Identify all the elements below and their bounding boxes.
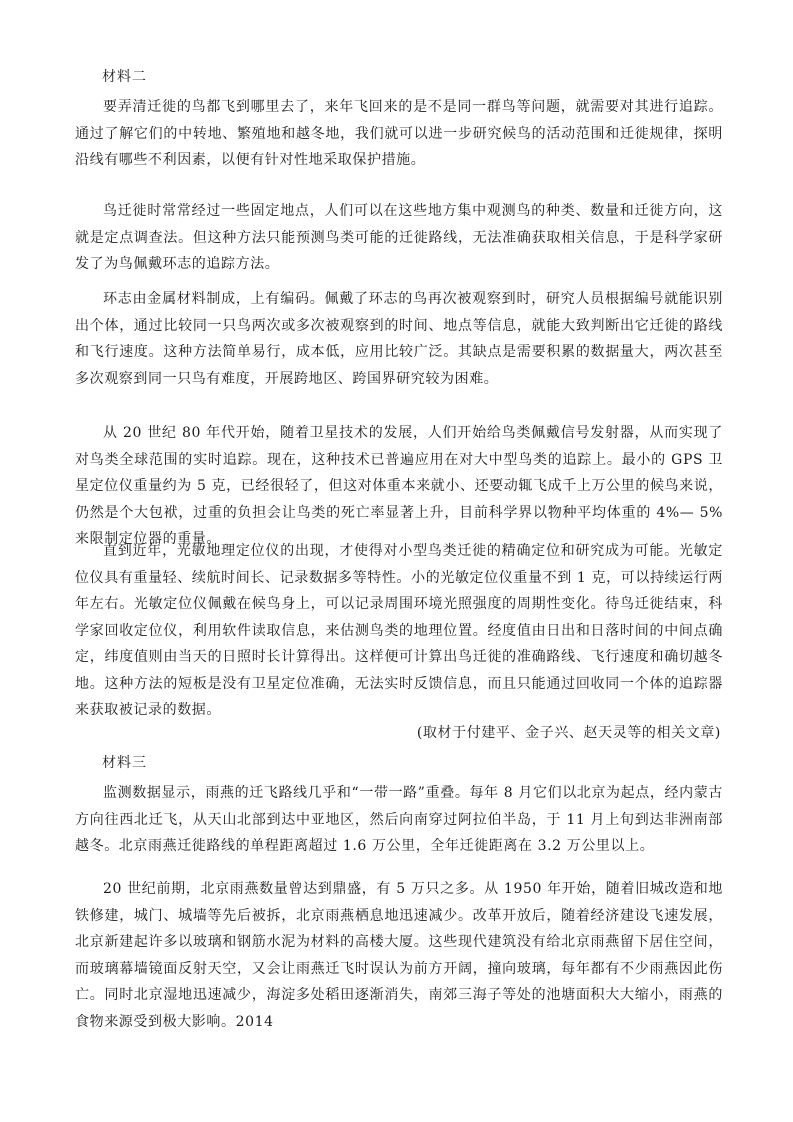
paragraph: 鸟迁徙时常常经过一些固定地点，人们可以在这些地方集中观测鸟的种类、数量和迁徙方向，这就是定点调查法。但这种方法只能预测鸟类可能的迁徙路线，无法准确获取相关信息，于是科学家研发了为鸟佩戴环志的追踪方法。 bbox=[75, 203, 723, 272]
paragraph: 直到近年，光敏地理定位仪的出现，才使得对小型鸟类迁徙的精确定位和研究成为可能。光敏定位仪具有重量轻、续航时间长、记录数据多等特性。小的光敏定位仪重量不到 1 克，可以持续运行两年左右。光敏定位仪佩戴在候鸟身上，可以记录周围环境光照强度的周期性变化。待鸟迁徙结束，科学家回收定位仪，利用软件读取信息，来估测鸟类的地理位置。经度值由日出和日落时间的中间点确定，纬度值则由当天的日照时长计算得出。这样便可计算出鸟迁徙的准确路线、飞行速度和确切越冬地。这种方法的短板是没有卫星定位准确，无法实时反馈信息，而且只能通过回收同一个体的追踪器来获取被记录的数据。 bbox=[75, 543, 723, 718]
section-title-material-2: 材料二 bbox=[102, 69, 147, 85]
paragraph: 环志由金属材料制成，上有编码。佩戴了环志的鸟再次被观察到时，研究人员根据编号就能识别出个体，通过比较同一只鸟两次或多次被观察到的时间、地点等信息，就能大致判断出它迁徙的路线和飞行速度。这种方法简单易行，成本低，应用比较广泛。其缺点是需要积累的数据量大，两次甚至多次观察到同一只鸟有难度，开展跨地区、跨国界研究较为困难。 bbox=[75, 291, 723, 387]
source-citation: (取材于付建平、金子兴、赵天灵等的相关文章) bbox=[416, 725, 721, 741]
paragraph: 监测数据显示，雨燕的迁飞路线几乎和“一带一路”重叠。每年 8 月它们以北京为起点，经内蒙古方向往西北迁飞，从天山北部到达中亚地区，然后向南穿过阿拉伯半岛，于 11 月上旬到达非洲南部越冬。北京雨燕迁徙路线的单程距离超过 1.6 万公里，全年迁徙距离在 3.2 万公里以上。 bbox=[75, 785, 723, 854]
paragraph: 从 20 世纪 80 年代开始，随着卫星技术的发展，人们开始给鸟类佩戴信号发射器，从而实现了对鸟类全球范围的实时追踪。现在，这种技术已普遍应用在对大中型鸟类的追踪上。最小的 GPS 卫星定位仪重量约为 5 克，已经很轻了，但这对体重本来就小、还要动辄飞成千上万公里的候鸟来说，仍然是个大包袱，过重的负担会让鸟类的死亡率显著上升，目前科学界以物种平均体重的 4%— 5%来限制定位器的重量。 bbox=[75, 425, 723, 547]
section-title-material-3: 材料三 bbox=[102, 755, 147, 771]
paragraph: 20 世纪前期，北京雨燕数量曾达到鼎盛，有 5 万只之多。从 1950 年开始，随着旧城改造和地铁修建，城门、城墙等先后被拆，北京雨燕栖息地迅速减少。改革开放后，随着经济建设飞速发展，北京新建起许多以玻璃和钢筋水泥为材料的高楼大厦。这些现代建筑没有给北京雨燕留下居住空间，而玻璃幕墙镜面反射天空，又会让雨燕迁飞时误认为前方开阔，撞向玻璃，每年都有不少雨燕因此伤亡。同时北京湿地迅速减少，海淀多处稻田逐渐消失，南郊三海子等处的池塘面积大大缩小，雨燕的食物来源受到极大影响。2014 bbox=[75, 881, 723, 1030]
paragraph: 要弄清迁徙的鸟都飞到哪里去了，来年飞回来的是不是同一群鸟等问题，就需要对其进行追踪。通过了解它们的中转地、繁殖地和越冬地，我们就可以进一步研究候鸟的活动范围和迁徙规律，探明沿线有哪些不利因素，以便有针对性地采取保护措施。 bbox=[75, 99, 723, 168]
